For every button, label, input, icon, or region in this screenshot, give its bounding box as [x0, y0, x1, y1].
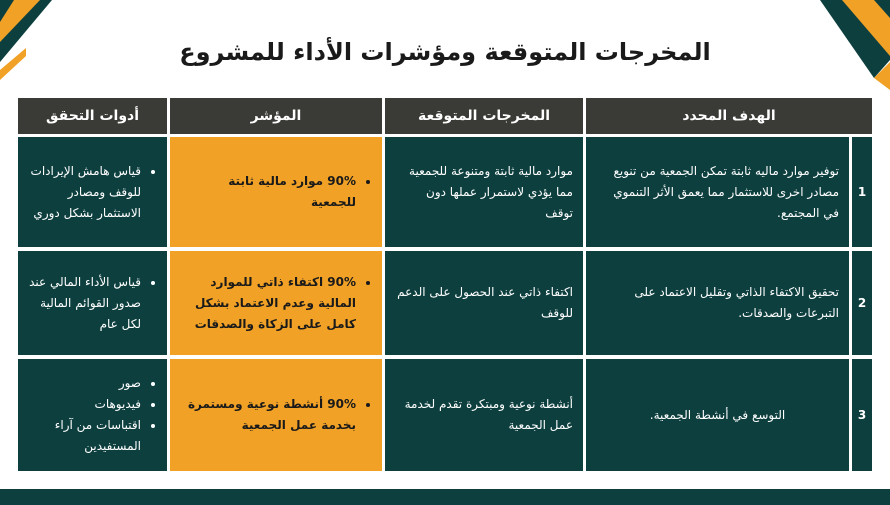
header-outputs: المخرجات المتوقعة [385, 98, 583, 134]
indicators-table [16, 98, 872, 472]
indicator-item: • 90% اكتفاء ذاتي للموارد المالية وعدم الاعتماد بشكل كامل على الزكاة والصدقات [180, 272, 356, 335]
row-number: 3 [852, 359, 872, 471]
header-goal: الهدف المحدد [586, 98, 872, 134]
tools-item: • صور [28, 373, 141, 394]
tools-cell [18, 359, 167, 471]
table-header [18, 98, 872, 134]
goal-cell: التوسع في أنشطة الجمعية. [586, 359, 849, 471]
outputs-cell: اكتفاء ذاتي عند الحصول على الدعم للوقف [385, 251, 583, 355]
tools-item: • فيديوهات [28, 394, 141, 415]
goal-cell: توفير موارد ماليه ثابتة تمكن الجمعية من تنويع مصادر اخرى للاستثمار مما يعمق الأثر التنموي في المجتمع. [586, 137, 849, 247]
header-tools: أدوات التحقق [18, 98, 167, 134]
indicator-cell [170, 137, 382, 247]
tools-item: • قياس الأداء المالي عند صدور القوائم المالية لكل عام [28, 272, 141, 335]
goal-cell: تحقيق الاكتفاء الذاتي وتقليل الاعتماد على التبرعات والصدقات. [586, 251, 849, 355]
indicator-item: • 90% أنشطة نوعية ومستمرة بخدمة عمل الجمعية [180, 394, 356, 436]
table-row [18, 359, 872, 471]
row-number: 2 [852, 251, 872, 355]
row-number: 1 [852, 137, 872, 247]
table-row [18, 251, 872, 355]
footer-bar [0, 489, 890, 505]
tools-cell [18, 251, 167, 355]
indicator-cell [170, 359, 382, 471]
indicator-item: • 90% موارد مالية ثابتة للجمعية [180, 171, 356, 213]
tools-item: • اقتباسات من آراء المستفيدين [28, 415, 141, 457]
outputs-cell: أنشطة نوعية ومبتكرة تقدم لخدمة عمل الجمعية [385, 359, 583, 471]
tools-item: • قياس هامش الإيرادات للوقف ومصادر الاستثمار بشكل دوري [28, 161, 141, 224]
page-title: المخرجات المتوقعة ومؤشرات الأداء للمشروع [179, 38, 711, 66]
header-indicator: المؤشر [170, 98, 382, 134]
indicator-cell [170, 251, 382, 355]
table-row [18, 137, 872, 247]
outputs-cell: موارد مالية ثابتة ومتنوعة للجمعية مما يؤدي لاستمرار عملها دون توقف [385, 137, 583, 247]
tools-cell [18, 137, 167, 247]
